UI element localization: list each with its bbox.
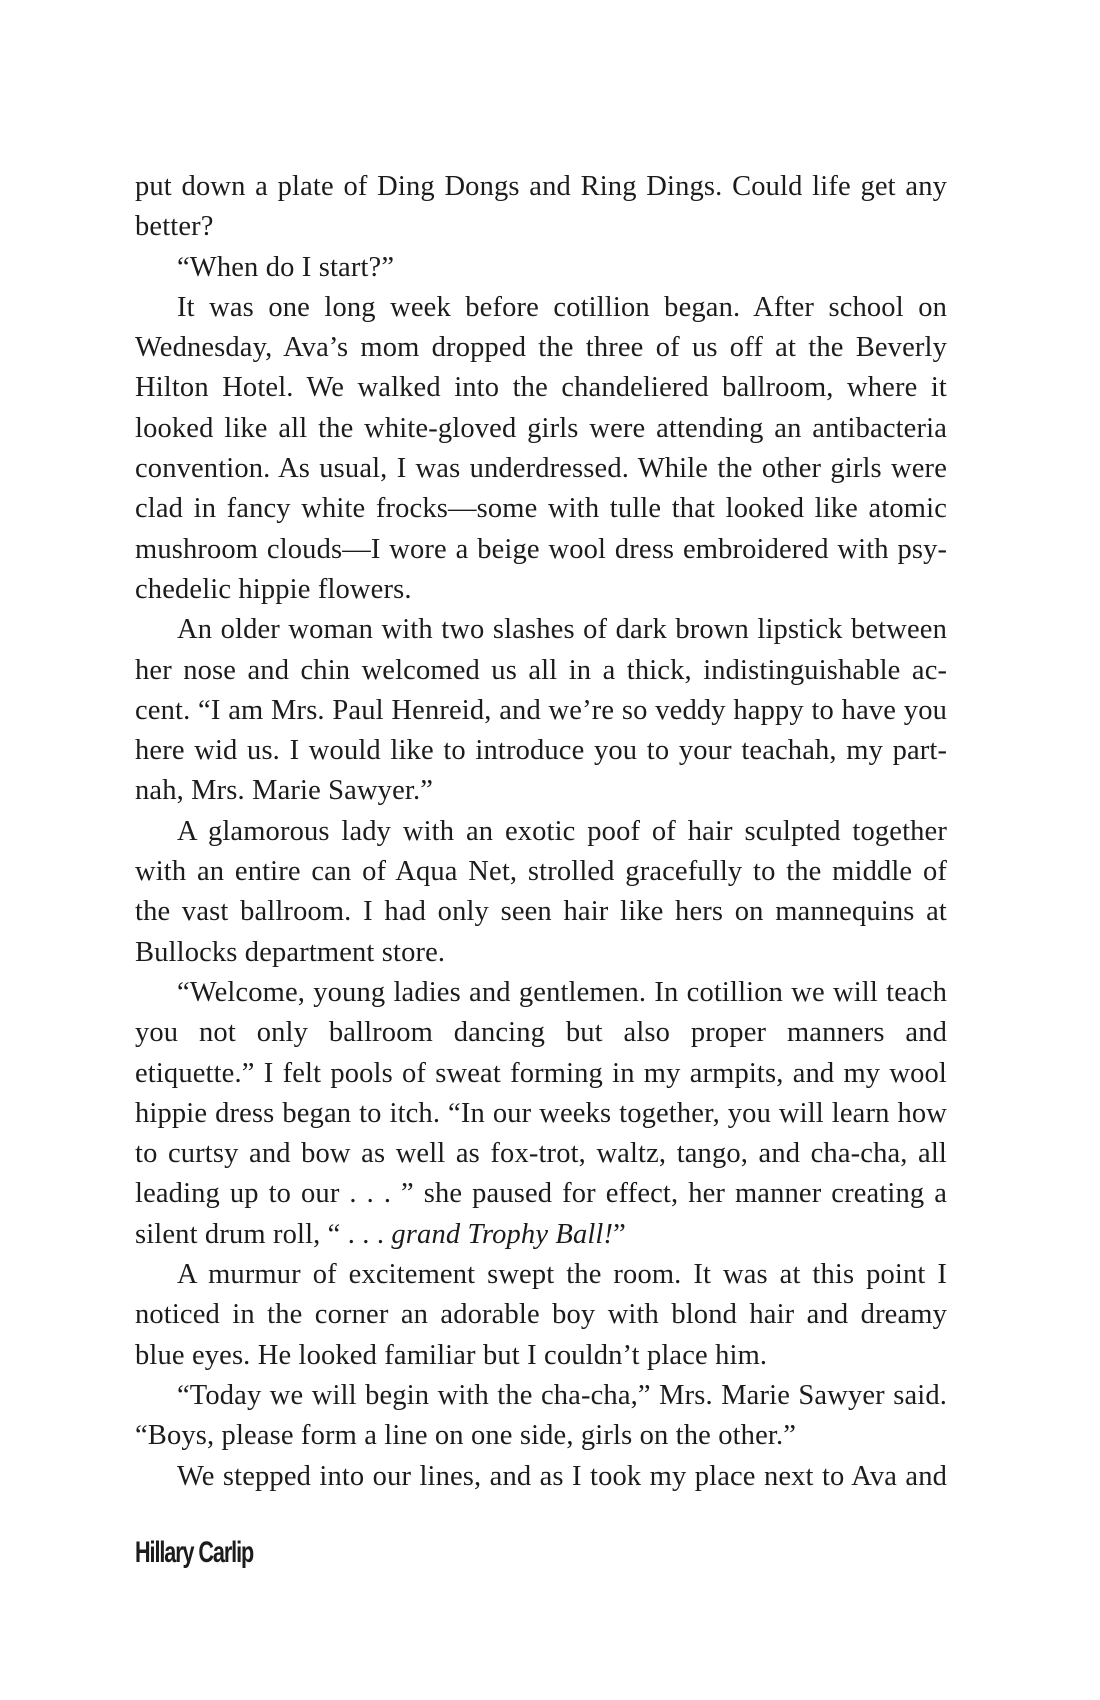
author-footer: Hillary Carlip xyxy=(135,1536,254,1569)
paragraph-4: An older woman with two slashes of dark brown lipstick between her nose and chin welcomed us all in a thick, indistinguishable accent. “I am Mrs. Paul Henreid, and we’re so veddy happy to have you here wid us. I would like to introduce you to your teachah, my partnah, Mrs. Marie Sawyer.” xyxy=(135,614,947,807)
body-text xyxy=(135,167,947,1497)
paragraph-3: It was one long week before cotillion began. After school on Wednesday, Ava’s mom dropped the three of us off at the Beverly Hilton Hotel. We walked into the chandeliered ballroom, where it looked like all the white-gloved girls were attending an antibacteria convention. As usual, I was underdressed. While the other girls were clad in fancy white frocks—some with tulle that looked like atomic mushroom clouds—I wore a beige wool dress embroidered with psychedelic hippie flowers. xyxy=(135,291,947,605)
paragraph-1: put down a plate of Ding Dongs and Ring Dings. Could life get any better? xyxy=(135,171,947,243)
paragraph-2: “When do I start?” xyxy=(177,251,395,283)
paragraph-6-text: “Welcome, young ladies and gentlemen. In cotillion we will teach you not only ballroom dancing but also proper manners and etiquette.” I felt pools of sweat forming in my armpits, and my wool hippie dress began to itch. “In our weeks together, you will learn how to curtsy and bow as well as fox-trot, waltz, tango, and cha-cha, all leading up to our . . . ” she paused for effect, her manner creating a silent drum roll, “ . . . xyxy=(135,976,947,1250)
paragraph-7: A murmur of excitement swept the room. It was at this point I noticed in the corner an adorable boy with blond hair and dreamy blue eyes. He looked familiar but I couldn’t place him. xyxy=(135,1259,947,1371)
paragraph-9: We stepped into our lines, and as I took my place next to Ava and xyxy=(177,1460,947,1492)
paragraph-5: A glamorous lady with an exotic poof of hair sculpted together with an entire can of Aqua Net, strolled gracefully to the middle of the vast ballroom. I had only seen hair like hers on mannequins at Bullocks department store. xyxy=(135,815,947,968)
paragraph-8: “Today we will begin with the cha-cha,” Mrs. Marie Sawyer said. “Boys, please form a line on one side, girls on the other.” xyxy=(135,1379,947,1452)
paragraph-6 xyxy=(135,973,947,1255)
paragraph-6-close-quote: ” xyxy=(613,1218,626,1250)
paragraph-6-italic: grand Trophy Ball! xyxy=(391,1218,614,1250)
